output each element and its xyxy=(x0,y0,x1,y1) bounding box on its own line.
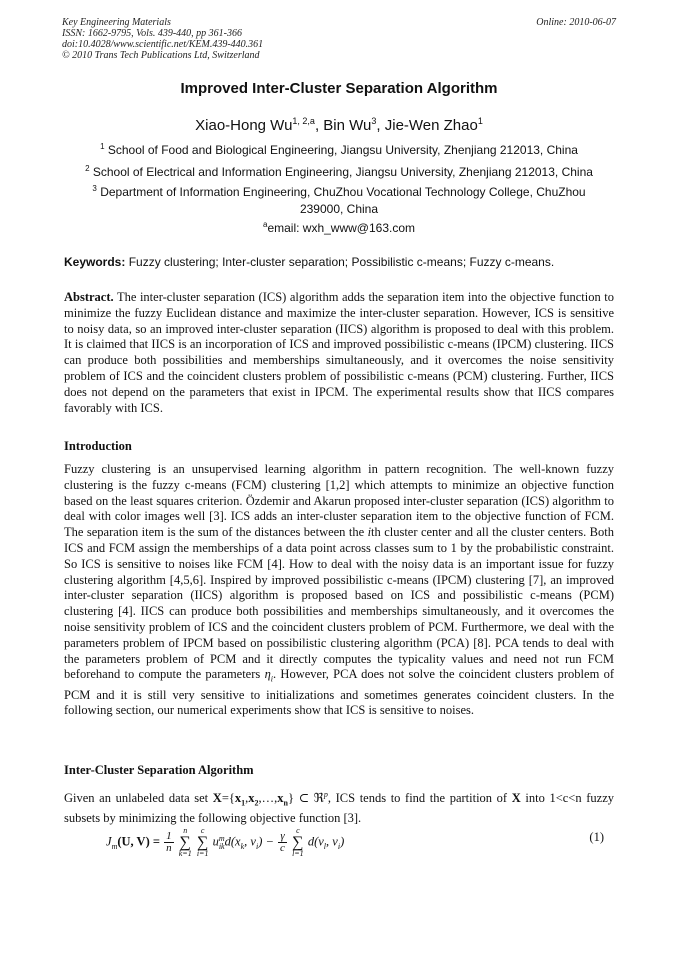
eq-sum-k: n ∑ k=1 xyxy=(178,826,192,858)
set-elem: x xyxy=(248,791,255,806)
affil-text: Department of Information Engineering, ChuZhou Vocational Technology College, ChuZhou 239000, China xyxy=(100,185,586,216)
email-sup: a xyxy=(262,220,268,229)
eq-u-sub: ik xyxy=(218,841,225,851)
keywords-text: Fuzzy clustering; Inter-cluster separation; Possibilistic c-means; Fuzzy c-means. xyxy=(128,255,555,269)
affiliation-1 xyxy=(60,138,618,159)
abstract-text: The inter-cluster separation (ICS) algorithm adds the separation item into the objective function to minimize the fuzzy Euclidean distance and maximize the inter-cluster separation. However, ICS is sensitive to noisy data, so an improved inter-cluster separation (IICS) algorithm is proposed to deal with this problem. It is claimed that IICS is an incorporation of ICS and improved possibilistic c-means (IPCM) clustering. IICS can produce both possibilities and memberships simultaneously, and it overcomes the noise sensitivity problem of ICS and the coincident clusters problem of possibilistic c-means (PCM) clustering. Further, IICS does not depend on the parameters that exist in IPCM. The experimental results show that IICS compares favorably with ICS. xyxy=(64,290,615,415)
partition-x: X xyxy=(511,791,521,806)
set-close: } xyxy=(287,791,294,806)
issn-line: ISSN: 1662-9795, Vols. 439-440, pp 361-366 xyxy=(62,28,242,39)
eq-j-sub: m xyxy=(111,841,118,851)
set-elem: x xyxy=(277,791,284,806)
paper-title: Improved Inter-Cluster Separation Algorithm xyxy=(180,80,498,97)
eq-args: (U, V) = xyxy=(117,834,160,849)
eq-j: J xyxy=(106,834,112,849)
equation-1-row xyxy=(64,824,614,858)
abstract-label: Abstract. xyxy=(64,290,114,304)
affil-sup: 1 xyxy=(100,142,105,151)
set-sub: 1 xyxy=(241,798,246,808)
set-x: X xyxy=(212,791,222,806)
set-sub: 2 xyxy=(254,798,259,808)
affil-sup: 3 xyxy=(92,184,97,193)
eq-fraction-2: $\frac{\gamma}{c}$ xyxy=(280,830,285,854)
online-date: Online: 2010-06-07 xyxy=(536,17,616,28)
intro-text-1: Fuzzy clustering is an unsupervised learning algorithm in pattern recognition. The well-known fuzzy clustering is the fuzzy c-means (FCM) clustering [1,2] which attempts to minimize an objective function based on the least squares criterion. Özdemir and Akarun proposed inter-cluster separation (ICS) algorithm to deal with color images well [3]. ICS adds an inter-cluster separation item to the objective function of FCM. The separation item is the sum of the distances between the xyxy=(64,462,614,540)
eq-sum-i: c ∑ i=1 xyxy=(196,826,209,858)
ics-paragraph xyxy=(64,787,614,827)
affiliation-3 xyxy=(78,180,600,218)
equation-number: (1) xyxy=(589,830,604,844)
affil-text: School of Electrical and Information Engineering, Jiangsu University, Zhenjiang 212013, China xyxy=(92,165,593,179)
keywords-line xyxy=(64,254,616,270)
intro-ith: i xyxy=(367,525,372,540)
author-list: Xiao-Hong Wu$^{1, 2,a}$, Bin Wu$^3$, Jie-Wen Zhao$^1$ xyxy=(195,116,483,134)
author-affil-sup: 1, 2,a xyxy=(292,116,315,126)
ics-text-b: , ICS tends to find the partition of xyxy=(327,791,512,806)
eq-u: u xyxy=(212,834,219,849)
set-elem: x xyxy=(234,791,242,806)
eta-symbol: η xyxy=(264,667,271,682)
subset-power: p xyxy=(323,790,328,799)
eq-d2: d(v xyxy=(307,834,324,849)
journal-header xyxy=(62,17,263,61)
copyright-line: © 2010 Trans Tech Publications Ltd, Switzerland xyxy=(62,50,260,61)
introduction-paragraph xyxy=(64,462,614,719)
ics-text-a: Given an unlabeled data set xyxy=(64,791,213,806)
intro-text-2: th cluster center and all the cluster centers. Both ICS and FCM assign the memberships of a data point across classes sum to 1 by the probabilistic constraint. So ICS is sensitive to noises like FCM [4]. How to deal with the noisy data is an important issue for fuzzy clustering algorithm [4,5,6]. Inspired by improved possibilistic c-means (IPCM) clustering [7], an improved inter-cluster separation (IICS) algorithm is proposed based on ICS and possibilistic c-means (PCM) clustering [4]. IICS can produce both possibilities and memberships simultaneously, and it overcomes the noise sensitivity problem of ICS and the coincident clusters problem of PCM. Furthermore, we deal with the parameters problem of IPCM based on possibilistic clustering algorithm (PCA) [8]. PCA tends to deal with the parameters problem of PCM and it directly computes the typicality values and need not run FCM beforehand to compute the parameters xyxy=(64,525,614,682)
eq-d1: d(x xyxy=(224,834,241,849)
subset-symbol: ⊂ ℜ xyxy=(293,791,324,806)
intro-text-3: . However, PCA does not solve the coincident clusters problem of PCM and it is still very sensitive to initializations and sometimes generates coincident clusters. In the following section, our numerical experiments show that ICS is sensitive to noises. xyxy=(64,667,614,718)
objective-function-equation: $J_m(U$, V) = $\frac{1}{n}$ n ∑ k=1 c ∑ i=1 u m ik $d(x_k$, $v_i$) − $\frac{\gamma}{c}$ c ∑ l=1 $d(v_l$, $v_i$) xyxy=(106,826,345,858)
author-name: Jie-Wen Zhao xyxy=(384,117,478,134)
author-affil-sup: 3 xyxy=(371,116,377,126)
eta-subscript: i xyxy=(270,674,273,684)
affil-text: School of Food and Biological Engineering, Jiangsu University, Zhenjiang 212013, China xyxy=(107,143,578,157)
ics-heading: Inter-Cluster Separation Algorithm xyxy=(64,763,254,777)
set-sub: n xyxy=(283,798,288,808)
set-comma: , xyxy=(245,791,249,806)
abstract-paragraph xyxy=(64,290,614,416)
set-eq: ={ xyxy=(221,791,235,806)
author-affil-sup: 1 xyxy=(477,116,483,126)
eq-fraction-1: $\frac{1}{n}$ xyxy=(166,830,172,854)
affiliation-2 xyxy=(60,160,618,181)
eq-sum-l: c ∑ l=1 xyxy=(292,826,304,858)
author-name: Xiao-Hong Wu xyxy=(195,117,293,134)
introduction-heading: Introduction xyxy=(64,439,132,453)
keywords-label: Keywords: xyxy=(64,255,126,269)
email-line xyxy=(60,216,618,237)
doi-line[interactable]: doi:10.4028/www.scientific.net/KEM.439-440.361 xyxy=(62,39,264,50)
journal-name: Key Engineering Materials xyxy=(62,17,171,28)
affil-sup: 2 xyxy=(85,164,90,173)
author-name: Bin Wu xyxy=(323,117,372,134)
ics-text-c: into 1<c<n fuzzy subsets by minimizing the following objective function [3]. xyxy=(64,791,614,826)
eq-u-sup: m xyxy=(218,833,225,843)
email-address[interactable]: email: wxh_www@163.com xyxy=(267,221,415,235)
set-dots: ,…, xyxy=(258,791,278,806)
